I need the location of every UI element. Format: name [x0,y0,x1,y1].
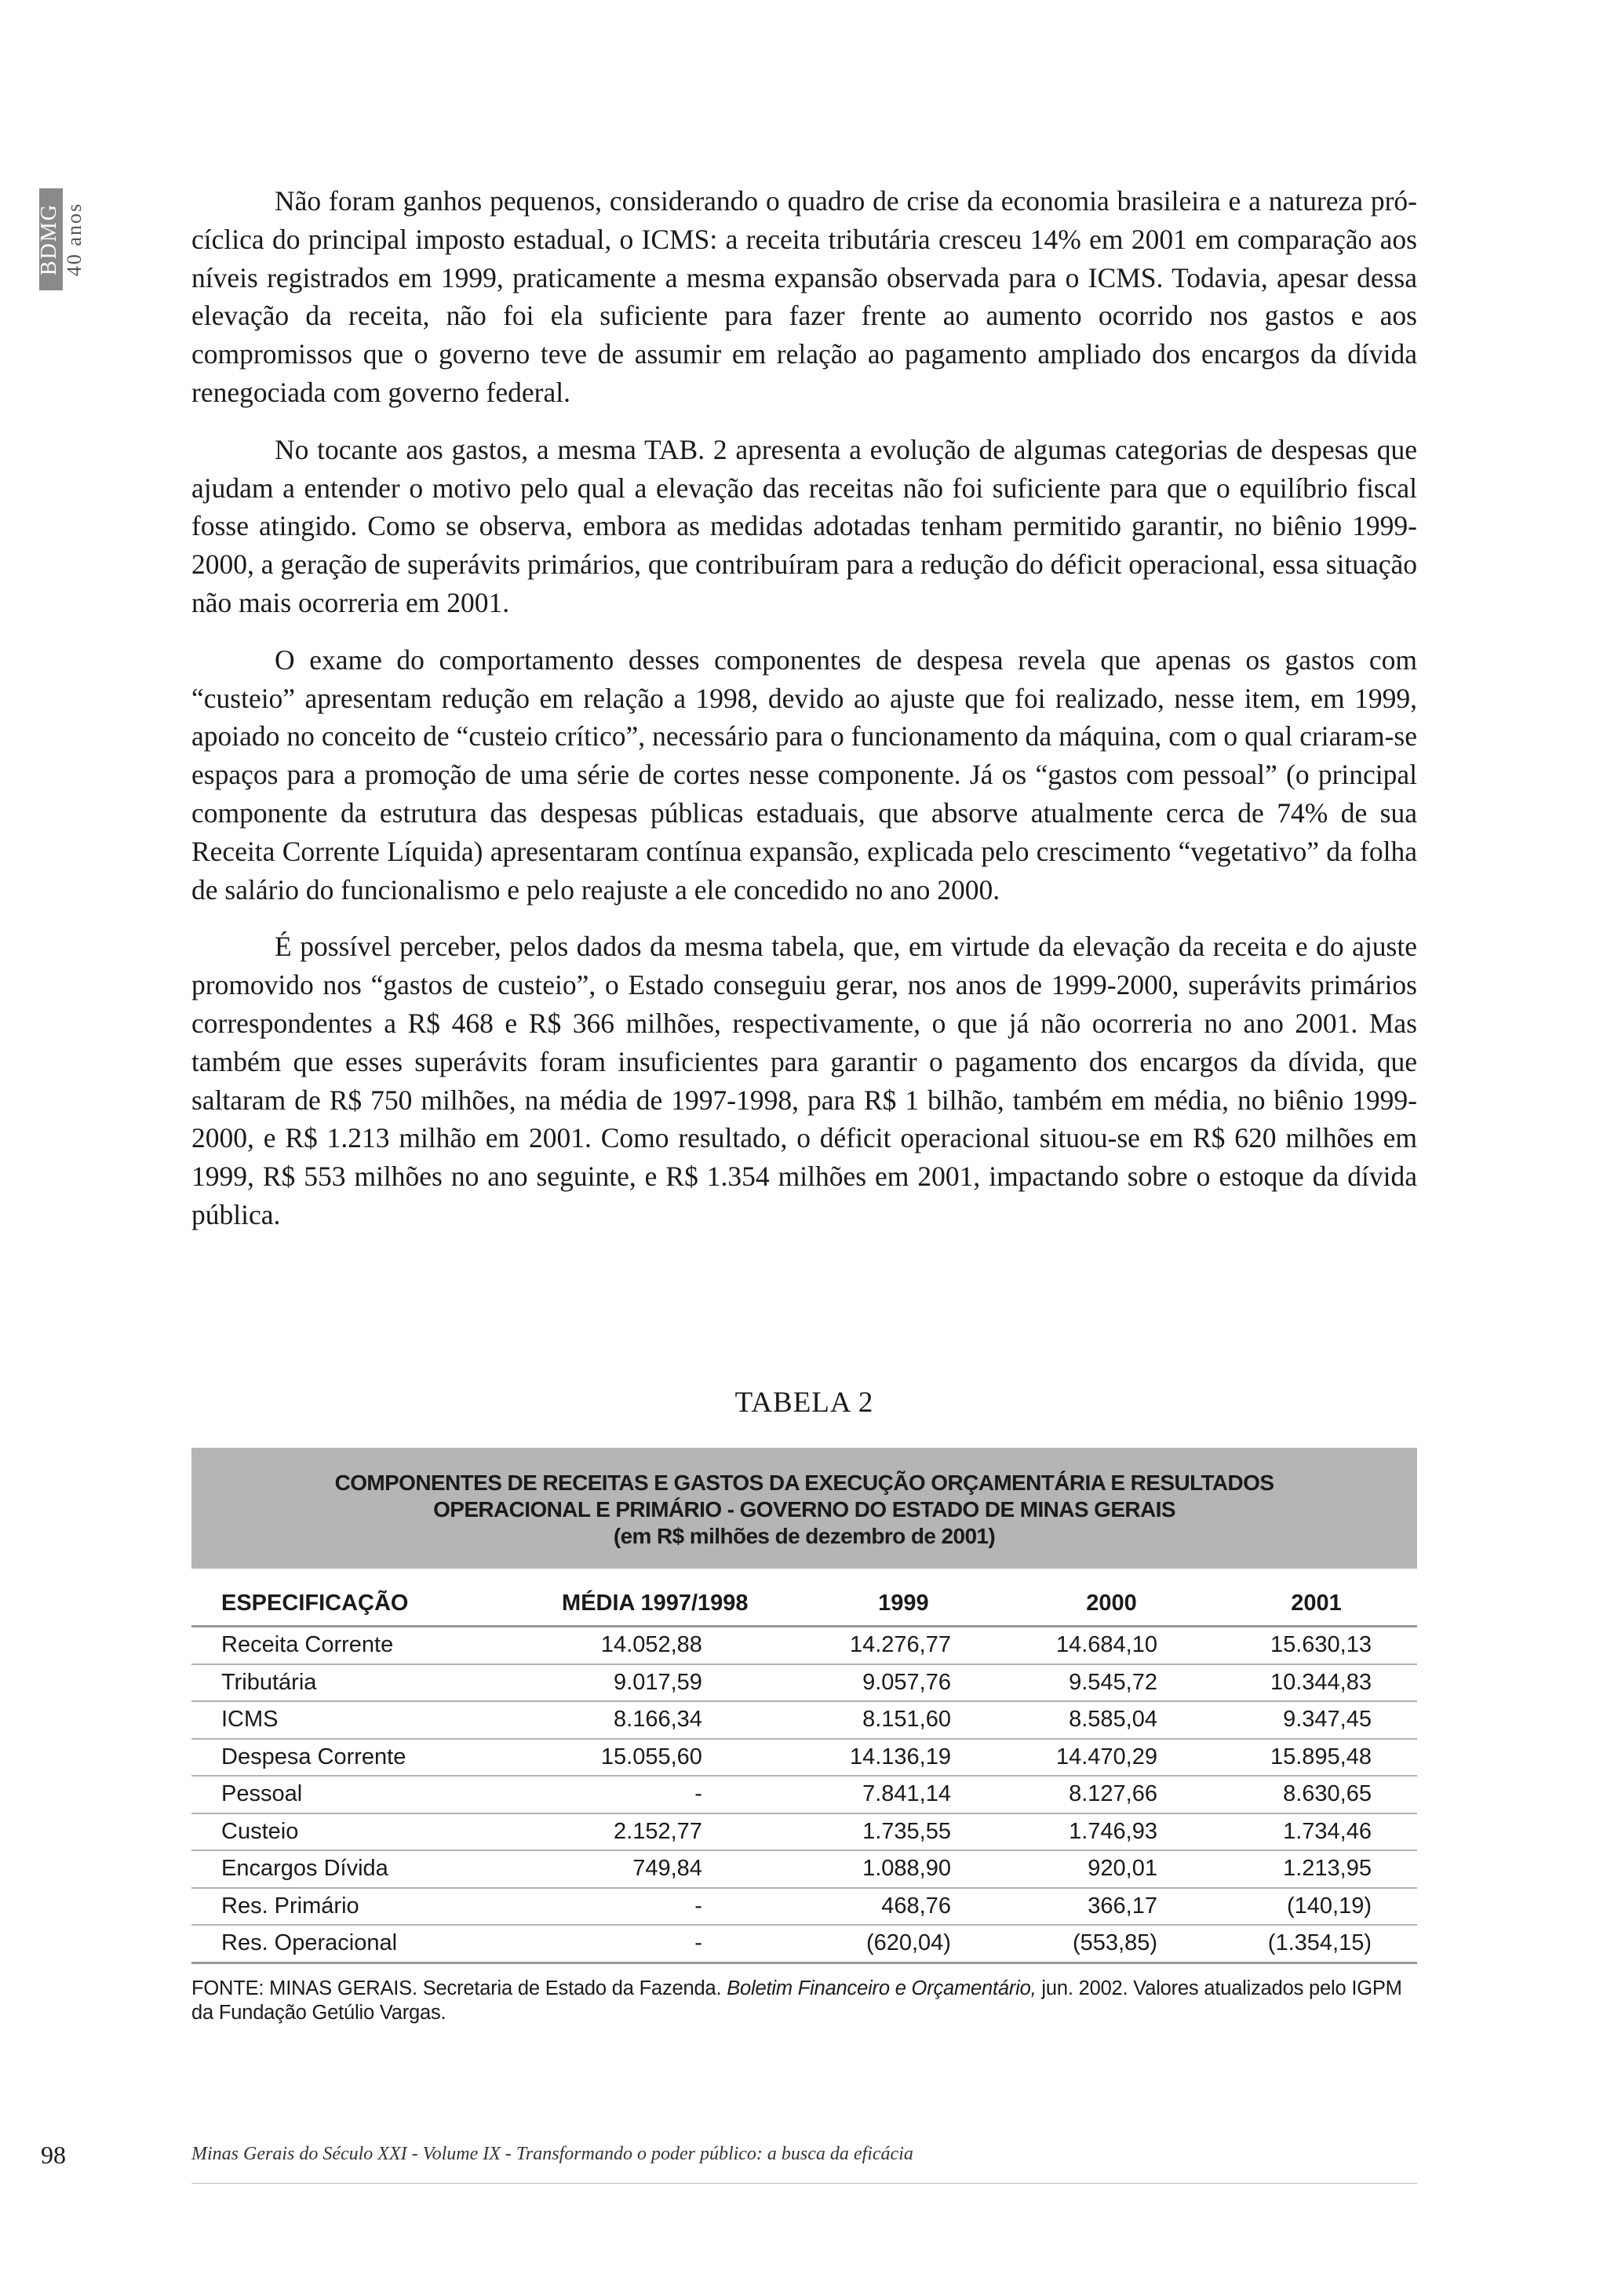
table-row [191,1664,1417,1702]
table-cell: 9.057,76 [800,1664,1008,1702]
column-header: 1999 [800,1569,1008,1627]
row-label: Tributária [191,1664,511,1702]
row-label: Res. Operacional [191,1925,511,1963]
table-cell: 15.895,48 [1215,1739,1417,1777]
table-row [191,1925,1417,1963]
table-cell: 14.136,19 [800,1739,1008,1777]
table-cell: 15.055,60 [511,1739,800,1777]
data-table-block [191,1448,1417,2025]
table-cell: 1.746,93 [1008,1813,1215,1851]
table-cell: 9.017,59 [511,1664,800,1702]
table-cell: 1.735,55 [800,1813,1008,1851]
table-cell: 14.052,88 [511,1627,800,1664]
row-label: Despesa Corrente [191,1739,511,1777]
side-tag-brand: BDMG [37,203,61,276]
table-cell: (553,85) [1008,1925,1215,1963]
table-cell: 8.166,34 [511,1701,800,1739]
running-title: Minas Gerais do Século XXI - Volume IX - Transformando o poder público: a busca da eficácia [191,2144,913,2164]
body-text [191,182,1417,1253]
column-header: ESPECIFICAÇÃO [191,1569,511,1627]
row-label: Encargos Dívida [191,1850,511,1888]
column-header: 2001 [1215,1569,1417,1627]
paragraph: Não foram ganhos pequenos, considerando o quadro de crise da economia brasileira e a natureza pró-cíclica do principal imposto estadual, o ICMS: a receita tributária cresceu 14% em 2001 em comparação aos níveis registrados em 1999, praticamente a mesma expansão observada para o ICMS. Todavia, apesar dessa elevação da receita, não foi ela suficiente para fazer frente ao aumento ocorrido nos gastos e aos compromissos que o governo teve de assumir em relação ao pagamento ampliado dos encargos da dívida renegociada com governo federal. [191,185,1417,408]
table-cell: 14.684,10 [1008,1627,1215,1664]
table-cell: 8.151,60 [800,1701,1008,1739]
row-label: Res. Primário [191,1888,511,1926]
table-cell: 14.470,29 [1008,1739,1215,1777]
table-row [191,1739,1417,1777]
table-caption [191,1448,1417,1569]
row-label: Custeio [191,1813,511,1851]
table-cell: 14.276,77 [800,1627,1008,1664]
source-prefix: FONTE: MINAS GERAIS. Secretaria de Estado da Fazenda. [191,1977,727,1999]
row-label: Receita Corrente [191,1627,511,1664]
table-cell: (1.354,15) [1215,1925,1417,1963]
table-cell: - [511,1925,800,1963]
data-table [191,1569,1417,1964]
table-cell: 920,01 [1008,1850,1215,1888]
table-label: TABELA 2 [734,1387,874,1419]
footer-rule [191,2183,1417,2184]
table-cell: 9.545,72 [1008,1664,1215,1702]
table-caption-line: (em R$ milhões de dezembro de 2001) [613,1524,996,1548]
table-row [191,1850,1417,1888]
column-header: MÉDIA 1997/1998 [511,1569,800,1627]
table-cell: - [511,1776,800,1813]
page-number: 98 [41,2141,66,2169]
table-cell: 8.630,65 [1215,1776,1417,1813]
table-row [191,1627,1417,1664]
column-header: 2000 [1008,1569,1215,1627]
paragraph: É possível perceber, pelos dados da mesma tabela, que, em virtude da elevação da receita e do ajuste promovido nos “gastos de custeio”, o Estado conseguiu gerar, nos anos de 1999-2000, superávits primários correspondentes a R$ 468 e R$ 366 milhões, respectivamente, o que já não ocorreria no ano 2001. Mas também que esses superávits foram insuficientes para garantir o pagamento dos encargos da dívida, que saltaram de R$ 750 milhões, na média de 1997-1998, para R$ 1 bilhão, também em média, no biênio 1999-2000, e R$ 1.213 milhão em 2001. Como resultado, o déficit operacional situou-se em R$ 620 milhões em 1999, R$ 553 milhões no ano seguinte, e R$ 1.354 milhões em 2001, impactando sobre o estoque da dívida pública. [191,931,1417,1230]
table-cell: 15.630,13 [1215,1627,1417,1664]
table-row [191,1888,1417,1926]
paragraph: O exame do comportamento desses componentes de despesa revela que apenas os gastos com “custeio” apresentam redução em relação a 1998, devido ao ajuste que foi realizado, nesse item, em 1999, apoiado no conceito de “custeio crítico”, necessário para o funcionamento da máquina, com o qual criaram-se espaços para a promoção de uma série de cortes nesse componente. Já os “gastos com pessoal” (o principal componente da estrutura das despesas públicas estaduais, que absorve atualmente cerca de 74% de sua Receita Corrente Líquida) apresentaram contínua expansão, explicada pelo crescimento “vegetativo” da folha de salário do funcionalismo e pelo reajuste a ele concedido no ano 2000. [191,643,1417,906]
table-cell: 749,84 [511,1850,800,1888]
table-cell: 9.347,45 [1215,1701,1417,1739]
table-cell: 1.088,90 [800,1850,1008,1888]
table-cell: (620,04) [800,1925,1008,1963]
table-row [191,1776,1417,1813]
table-header-row [191,1569,1417,1627]
table-row [191,1701,1417,1739]
table-caption-line: COMPONENTES DE RECEITAS E GASTOS DA EXECUÇÃO ORÇAMENTÁRIA E RESULTADOS [334,1471,1274,1495]
source-suffix: jun. 2002. Valores atualizados pelo IGPM da Fundação Getúlio Vargas. [191,1977,1402,2024]
table-cell: 1.213,95 [1215,1850,1417,1888]
row-label: Pessoal [191,1776,511,1813]
paragraph: No tocante aos gastos, a mesma TAB. 2 apresenta a evolução de algumas categorias de despesas que ajudam a entender o motivo pelo qual a elevação das receitas não foi suficiente para que o equilíbrio fiscal fosse atingido. Como se observa, embora as medidas adotadas tenham permitido garantir, no biênio 1999-2000, a geração de superávits primários, que contribuíram para a redução do déficit operacional, essa situação não mais ocorreria em 2001. [191,433,1417,618]
table-cell: 366,17 [1008,1888,1215,1926]
table-cell: 7.841,14 [800,1776,1008,1813]
row-label: ICMS [191,1701,511,1739]
side-tag-years: 40 anos [63,202,86,277]
table-cell: (140,19) [1215,1888,1417,1926]
table-cell: 10.344,83 [1215,1664,1417,1702]
side-tag [36,188,86,290]
table-source-note [191,1977,1417,2025]
table-row [191,1813,1417,1851]
table-cell: 2.152,77 [511,1813,800,1851]
table-cell: 8.585,04 [1008,1701,1215,1739]
table-cell: 468,76 [800,1888,1008,1926]
source-title: Boletim Financeiro e Orçamentário, [727,1977,1037,1999]
table-caption-line: OPERACIONAL E PRIMÁRIO - GOVERNO DO ESTADO DE MINAS GERAIS [433,1497,1175,1522]
table-cell: 1.734,46 [1215,1813,1417,1851]
table-cell: - [511,1888,800,1926]
table-cell: 8.127,66 [1008,1776,1215,1813]
